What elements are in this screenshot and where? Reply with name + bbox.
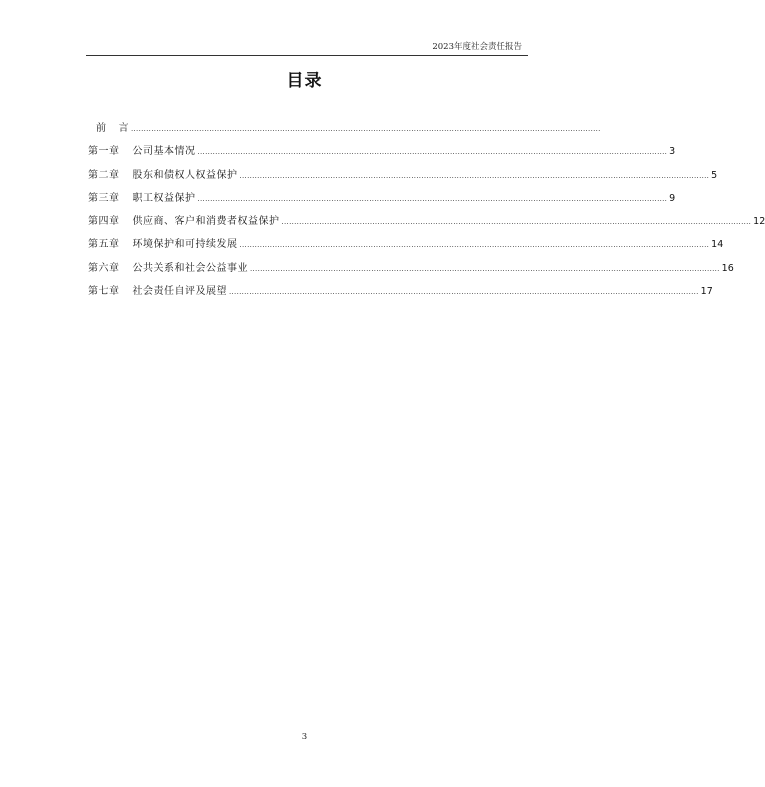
toc-chapter-number: 第七章: [88, 286, 120, 297]
dot-leader: ..........................................................................................................................................................................................: [239, 241, 710, 249]
toc-chapter-title: 供应商、客户和消费者权益保护: [132, 216, 280, 227]
page-header: [86, 41, 528, 56]
toc-page-number: 17: [700, 286, 713, 297]
toc-chapter-number: 第六章: [88, 263, 120, 274]
toc-chapter-title: 股东和债权人权益保护: [132, 170, 238, 181]
toc-page-number: 3: [669, 146, 676, 157]
toc-page-number: 5: [711, 170, 718, 181]
toc-chapter-title: 公司基本情况: [132, 146, 196, 157]
preface-label-char1: 前: [96, 123, 107, 134]
toc-entry[interactable]: [88, 168, 718, 184]
dot-leader: ..........................................................................................................................................................................................: [131, 125, 601, 133]
dot-leader: ..........................................................................................................................................................................................: [197, 195, 668, 203]
toc-chapter-number: 第三章: [88, 193, 120, 204]
toc-chapter-title: 职工权益保护: [132, 193, 196, 204]
toc-chapter-number: 第一章: [88, 146, 120, 157]
preface-label-char2: 言: [118, 123, 129, 134]
toc-chapter-title: 公共关系和社会公益事业: [132, 263, 248, 274]
toc-chapter-number: 第五章: [88, 239, 120, 250]
dot-leader: ..........................................................................................................................................................................................: [197, 148, 668, 156]
page-title: 目录: [286, 71, 323, 91]
toc-entry[interactable]: [88, 261, 734, 277]
toc-entry[interactable]: [88, 144, 676, 160]
toc-chapter-title: 环境保护和可持续发展: [132, 239, 238, 250]
toc-entry[interactable]: [88, 284, 713, 300]
toc-page-number: 14: [711, 239, 724, 250]
toc-chapter-number: 第二章: [88, 170, 120, 181]
toc-page-number: 9: [669, 193, 676, 204]
toc-chapter-title: 社会责任自评及展望: [132, 286, 227, 297]
footer-page-number: 3: [301, 732, 308, 742]
dot-leader: ..........................................................................................................................................................................................: [281, 218, 752, 226]
toc-page-number: 12: [753, 216, 765, 227]
toc-entry[interactable]: [88, 237, 724, 253]
dot-leader: ..........................................................................................................................................................................................: [239, 172, 710, 180]
toc-entry[interactable]: [88, 191, 676, 207]
toc-entry-preface[interactable]: [96, 121, 601, 137]
toc-entry[interactable]: [88, 214, 765, 230]
toc-page-number: 16: [721, 263, 734, 274]
dot-leader: ..........................................................................................................................................................................................: [229, 288, 699, 296]
toc-chapter-number: 第四章: [88, 216, 120, 227]
dot-leader: ..........................................................................................................................................................................................: [250, 265, 720, 273]
header-report-title: 2023年度社会责任报告: [432, 42, 522, 52]
